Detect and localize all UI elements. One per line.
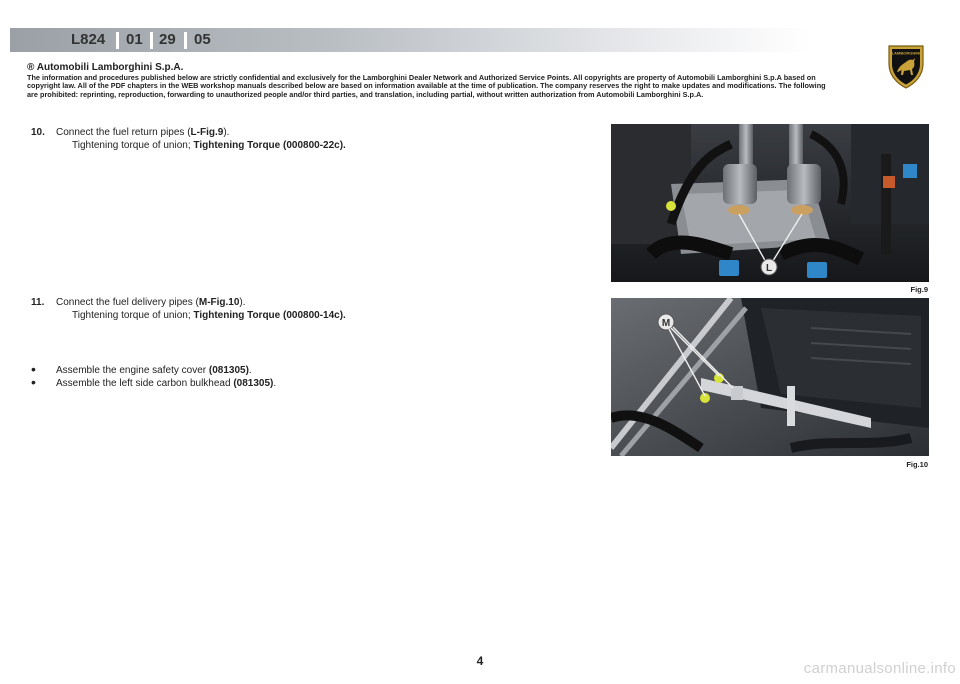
copyright-title: ® Automobili Lamborghini S.p.A. [27,62,184,73]
figure-9-photo [611,124,929,282]
watermark-text: carmanualsonline.info [803,660,956,677]
bullet-item: • Assemble the left side carbon bulkhead (081305). [31,374,277,390]
code-separator [150,32,153,49]
procedure-reference: (081305) [233,378,274,389]
copyright-body: The information and procedures published below are strictly confidential and exclusively for the Lamborghini Dealer Network and Authorized Service Points. All copyrights are property of Automobili Lamborghini S.p.A based on copyright law. All of the PDF chapters in the WEB workshop manuals described below are based on information available at the time of publication. The company reserves the right to make updates and modifications. The following are prohibited: reprinting, reproduction, forwarding to unauthorized people and/or third parties, and translation, including partial, without written authorization from Automobili Lamborghini S.p.A. [27,73,826,99]
callout-l: L [765,263,773,274]
procedure-reference: (081305) [208,365,249,376]
doc-code-model: L824 [71,31,106,48]
doc-code-group: 01 [126,31,143,48]
bullet-icon: • [31,361,36,377]
step-number: 11. [31,297,45,308]
figure-reference: M-Fig.10 [198,297,240,308]
figure-10-photo [611,298,929,456]
torque-reference: Tightening Torque (000800-14c). [193,310,346,321]
figure-reference: L-Fig.9 [190,127,224,138]
page-number: 4 [476,654,484,668]
torque-prefix: Tightening torque of union; [72,140,194,151]
code-separator [184,32,187,49]
step-10: 10. Connect the fuel return pipes (L-Fig.9). Tightening torque of union; Tightening Torque (000800-22c). [31,127,346,151]
lamborghini-logo-icon [886,42,926,90]
bullet-item: • Assemble the engine safety cover (081305). [31,361,252,377]
doc-code-procedure: 05 [194,31,211,48]
step-11: 11. Connect the fuel delivery pipes (M-Fig.10). Tightening torque of union; Tightening Torque (000800-14c). [31,297,346,321]
torque-prefix: Tightening torque of union; [72,310,194,321]
bullet-icon: • [31,374,36,390]
step-number: 10. [31,127,45,138]
logo-lettering: LAMBORGHINI [891,50,921,56]
figure-10-caption: Fig.10 [906,460,928,469]
copyright-notice [27,62,827,99]
step-text: Connect the fuel delivery pipes ( [56,297,199,308]
code-separator [116,32,119,49]
figure-9-caption: Fig.9 [910,285,928,294]
callout-m: M [661,318,671,329]
torque-reference: Tightening Torque (000800-22c). [193,140,346,151]
doc-code-section: 29 [159,31,176,48]
step-text: Connect the fuel return pipes ( [56,127,191,138]
